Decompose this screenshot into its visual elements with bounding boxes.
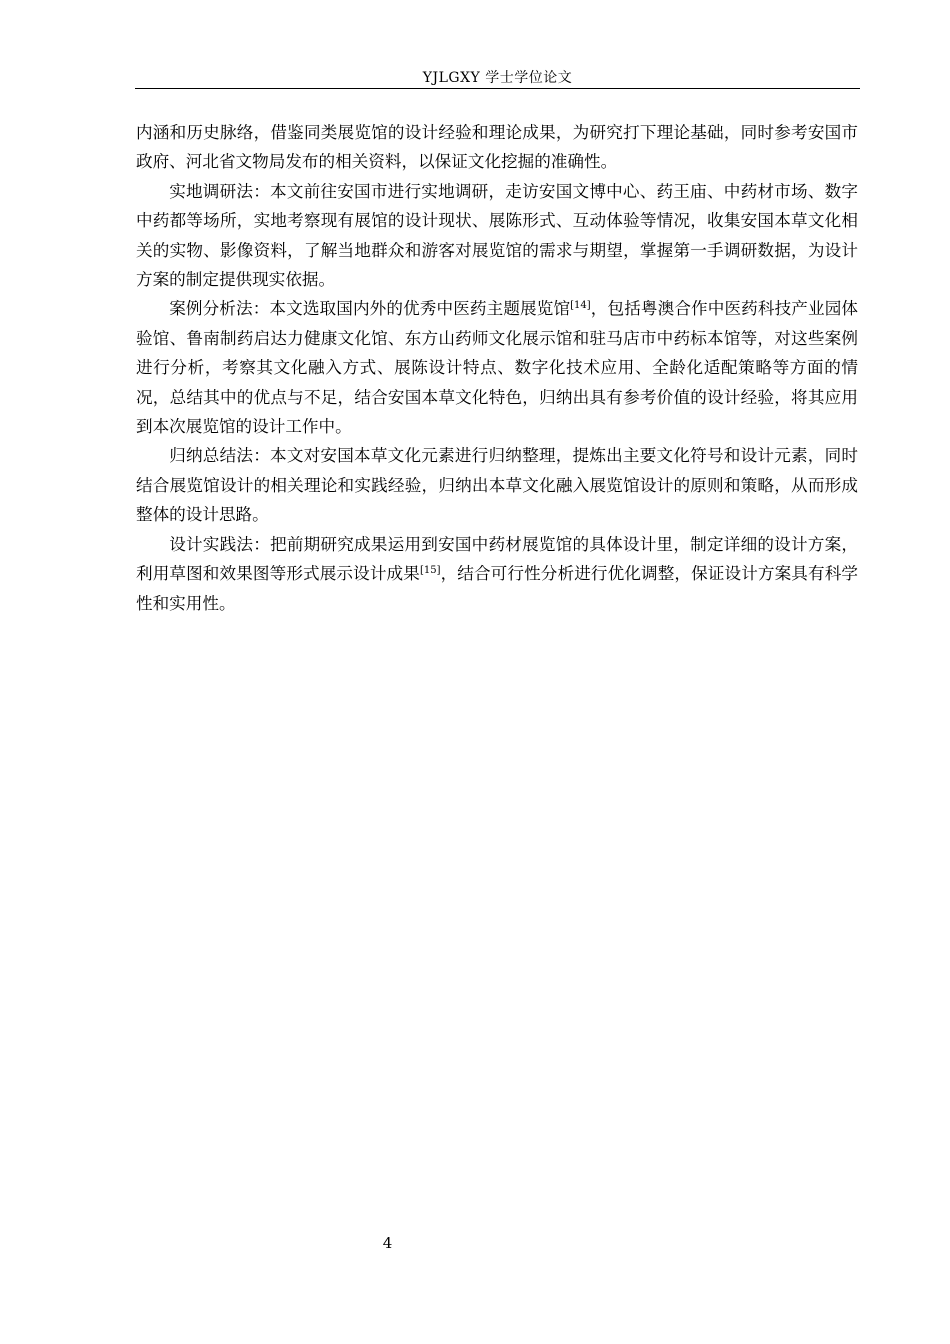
citation-14: [14] [570,300,591,312]
paragraph-field-research: 实地调研法：本文前往安国市进行实地调研，走访安国文博中心、药王庙、中药材市场、数字中药都等场所，实地考察现有展馆的设计现状、展陈形式、互动体验等情况，收集安国本草文化相关的实物、影像资料，了解当地群众和游客对展览馆的需求与期望，掌握第一手调研数据，为设计方案的制定提供现实依据。 [136,181,858,290]
paragraph-text: ，结合可行性分析进行优化调整，保证设计方案具有科学性和实用性。 [136,564,859,613]
page-number: 4 [382,1234,393,1252]
paragraph-text: ，包括粤澳合作中医药科技产业园体验馆、鲁南制药启达力健康文化馆、东方山药师文化展示馆和驻马店市中药标本馆等，对这些案例进行分析，考察其文化融入方式、展陈设计特点、数字化技术应用、全龄化适配策略等方面的情况，总结其中的优点与不足，结合安国本草文化特色，归纳出具有参考价值的设计经验，将其应用到本次展览馆的设计工作中。 [136,299,858,437]
paragraph-design-practice [136,530,858,618]
citation-15: [15] [419,565,441,577]
running-header: YJLGXY 学士学位论文 [422,70,573,86]
paragraph-text: 设计实践法：把前期研究成果运用到安国中药材展览馆的具体设计里，制定详细的设计方案，利用草图和效果图等形式展示设计成果 [136,534,858,584]
body-text [136,118,858,618]
header-rule [135,88,860,89]
paragraph-continuation: 内涵和历史脉络，借鉴同类展览馆的设计经验和理论成果，为研究打下理论基础，同时参考安国市政府、河北省文物局发布的相关资料，以保证文化挖掘的准确性。 [136,123,858,172]
paragraph-case-analysis [136,294,858,441]
paragraph-text: 案例分析法：本文选取国内外的优秀中医药主题展览馆 [169,299,571,319]
paragraph-induction-summary: 归纳总结法：本文对安国本草文化元素进行归纳整理，提炼出主要文化符号和设计元素，同时结合展览馆设计的相关理论和实践经验，归纳出本草文化融入展览馆设计的原则和策略，从而形成整体的设计思路。 [136,446,858,525]
